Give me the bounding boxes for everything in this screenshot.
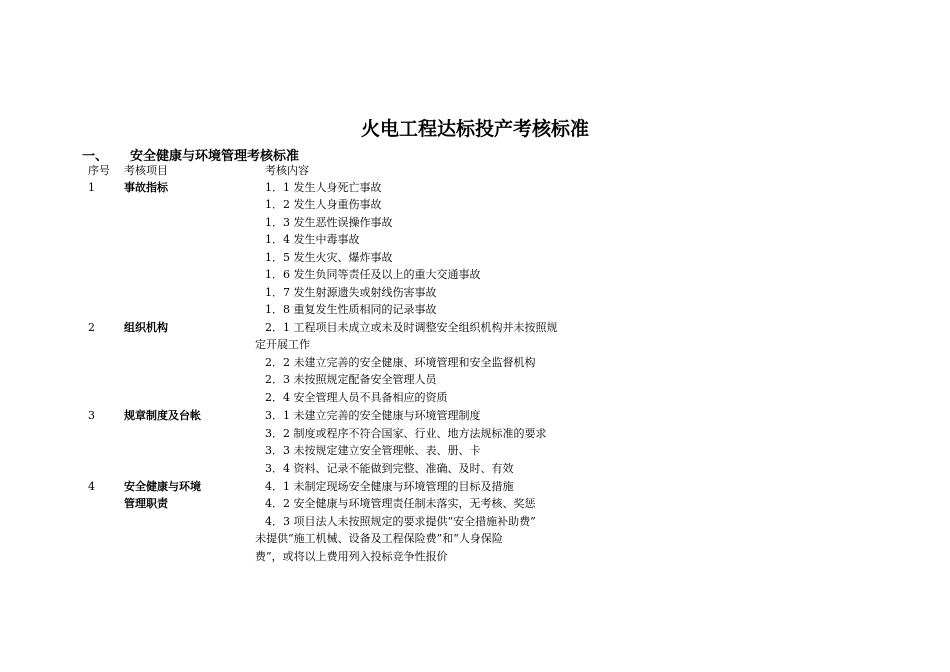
section-number: 一、 [82, 149, 109, 164]
content-line: 1．1 发生人身死亡事故 [265, 181, 382, 194]
header-item: 考核项目 [124, 164, 168, 177]
content-line: 4．1 未制定现场安全健康与环境管理的目标及措施 [265, 480, 514, 493]
content-line: 2．3 未按照规定配备安全管理人员 [265, 373, 437, 386]
section-title: 安全健康与环境管理考核标准 [130, 149, 300, 164]
section-heading [82, 145, 299, 164]
row-item: 事故指标 [124, 181, 168, 194]
content-line: 3．4 资料、记录不能做到完整、准确、及时、有效 [265, 462, 514, 475]
row-number: 1 [88, 181, 95, 194]
content-line: 1．8 重复发生性质相同的记录事故 [265, 303, 437, 316]
row-item-continued: 管理职责 [124, 497, 168, 510]
content-line: 1．4 发生中毒事故 [265, 233, 360, 246]
content-line: 4．3 项目法人未按照规定的要求提供“安全措施补助费” [265, 515, 536, 528]
content-line: 3．2 制度或程序不符合国家、行业、地方法规标准的要求 [265, 427, 547, 440]
content-line: 2．1 工程项目未成立或未及时调整安全组织机构并未按照规 [265, 321, 558, 334]
content-line: 1．7 发生射源遗失或射线伤害事故 [265, 286, 437, 299]
content-line: 未提供“施工机械、设备及工程保险费”和“人身保险 [255, 532, 503, 545]
content-line: 1．3 发生恶性误操作事故 [265, 216, 393, 229]
row-item: 安全健康与环境 [124, 480, 201, 493]
row-number: 3 [88, 409, 95, 422]
content-line: 2．4 安全管理人员不具备相应的资质 [265, 391, 448, 404]
row-item: 规章制度及台帐 [124, 409, 201, 422]
content-line: 定开展工作 [255, 338, 310, 351]
content-line: 1．5 发生火灾、爆炸事故 [265, 251, 393, 264]
header-content: 考核内容 [265, 164, 309, 177]
content-line: 2．2 未建立完善的安全健康、环境管理和安全监督机构 [265, 356, 536, 369]
content-line: 3．3 未按规定建立安全管理帐、表、册、卡 [265, 444, 481, 457]
content-line: 4．2 安全健康与环境管理责任制未落实，无考核、奖惩 [265, 497, 536, 510]
content-line: 1．2 发生人身重伤事故 [265, 198, 382, 211]
header-no: 序号 [88, 164, 110, 177]
content-line: 3．1 未建立完善的安全健康与环境管理制度 [265, 409, 481, 422]
content-line: 1．6 发生负同等责任及以上的重大交通事故 [265, 268, 481, 281]
row-item: 组织机构 [124, 321, 168, 334]
row-number: 2 [88, 321, 95, 334]
document-title: 火电工程达标投产考核标准 [360, 118, 589, 140]
row-number: 4 [88, 480, 95, 493]
content-line: 费”，或将以上费用列入投标竞争性报价 [255, 550, 448, 563]
